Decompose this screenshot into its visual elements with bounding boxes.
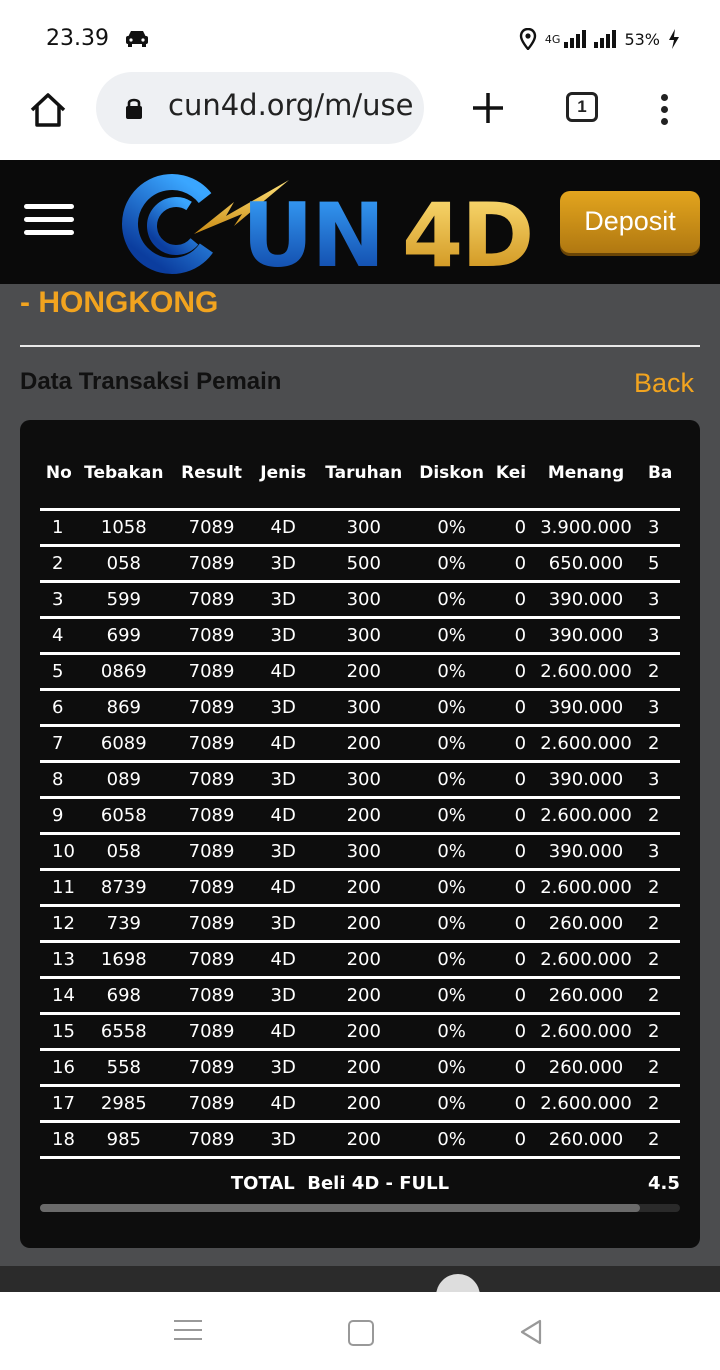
cell-result: 7089 — [170, 1086, 253, 1122]
market-title: - HONGKONG — [20, 286, 219, 319]
location-icon — [519, 28, 537, 50]
cell-diskon: 0% — [414, 978, 489, 1014]
divider — [20, 345, 700, 347]
cell-taruhan: 300 — [313, 690, 414, 726]
main-content — [0, 284, 720, 1266]
status-indicators — [519, 28, 680, 50]
status-bar — [0, 0, 720, 78]
cell-result: 7089 — [170, 546, 253, 582]
cell-kei: 0 — [489, 906, 532, 942]
cell-kei: 0 — [489, 726, 532, 762]
cell-tebakan: 599 — [78, 582, 170, 618]
nav-menu-icon[interactable] — [174, 1320, 202, 1342]
col-header-jenis[interactable]: Jenis — [253, 438, 313, 510]
table-row[interactable] — [40, 942, 680, 978]
cell-diskon: 0% — [414, 798, 489, 834]
cell-taruhan: 200 — [313, 1014, 414, 1050]
table-total-row — [40, 1158, 680, 1199]
cell-result: 7089 — [170, 798, 253, 834]
cell-ba: 2 — [640, 1050, 680, 1086]
cell-taruhan: 200 — [313, 870, 414, 906]
cell-result: 7089 — [170, 690, 253, 726]
cell-taruhan: 300 — [313, 582, 414, 618]
table-scroll-area[interactable] — [40, 438, 680, 1198]
cell-diskon: 0% — [414, 870, 489, 906]
cell-no: 5 — [40, 654, 78, 690]
cell-no: 2 — [40, 546, 78, 582]
total-label: TOTAL Beli 4D - FULL — [230, 1172, 450, 1194]
cell-ba: 2 — [640, 1086, 680, 1122]
cell-kei: 0 — [489, 654, 532, 690]
col-header-result[interactable]: Result — [170, 438, 253, 510]
col-header-ba[interactable]: Ba — [640, 438, 680, 510]
cell-ba: 3 — [640, 510, 680, 546]
cell-no: 9 — [40, 798, 78, 834]
cell-no: 18 — [40, 1122, 78, 1158]
cell-jenis: 3D — [253, 834, 313, 870]
total-value: 4.5 — [647, 1172, 680, 1194]
cell-result: 7089 — [170, 978, 253, 1014]
cell-ba: 2 — [640, 942, 680, 978]
cell-jenis: 3D — [253, 618, 313, 654]
hamburger-icon[interactable] — [24, 204, 74, 238]
deposit-button[interactable]: Deposit — [560, 191, 700, 253]
cell-menang: 650.000 — [532, 546, 640, 582]
cell-tebakan: 6558 — [78, 1014, 170, 1050]
cell-taruhan: 200 — [313, 726, 414, 762]
cell-diskon: 0% — [414, 942, 489, 978]
cell-no: 10 — [40, 834, 78, 870]
cell-ba: 5 — [640, 546, 680, 582]
cell-diskon: 0% — [414, 1014, 489, 1050]
table-row[interactable] — [40, 906, 680, 942]
cell-ba: 3 — [640, 762, 680, 798]
cell-jenis: 4D — [253, 1086, 313, 1122]
cell-ba: 2 — [640, 978, 680, 1014]
cell-tebakan: 058 — [78, 834, 170, 870]
home-icon[interactable] — [28, 90, 68, 130]
cell-diskon: 0% — [414, 618, 489, 654]
cell-no: 11 — [40, 870, 78, 906]
col-header-taruhan[interactable]: Taruhan — [313, 438, 414, 510]
section-title: Data Transaksi Pemain — [20, 368, 282, 395]
cell-jenis: 4D — [253, 798, 313, 834]
cell-ba: 2 — [640, 726, 680, 762]
cell-kei: 0 — [489, 690, 532, 726]
cell-no: 17 — [40, 1086, 78, 1122]
cell-menang: 260.000 — [532, 1122, 640, 1158]
cell-no: 13 — [40, 942, 78, 978]
cell-jenis: 3D — [253, 978, 313, 1014]
cell-diskon: 0% — [414, 906, 489, 942]
cell-jenis: 4D — [253, 942, 313, 978]
cell-diskon: 0% — [414, 1050, 489, 1086]
battery-charging-icon — [668, 29, 680, 49]
cell-tebakan: 558 — [78, 1050, 170, 1086]
table-row[interactable] — [40, 1050, 680, 1086]
tabs-icon[interactable] — [566, 92, 598, 122]
url-text[interactable]: cun4d.org/m/use — [168, 88, 414, 122]
cell-no: 6 — [40, 690, 78, 726]
cell-menang: 2.600.000 — [532, 1014, 640, 1050]
table-row[interactable] — [40, 510, 680, 546]
table-row[interactable] — [40, 654, 680, 690]
cell-tebakan: 8739 — [78, 870, 170, 906]
cell-tebakan: 698 — [78, 978, 170, 1014]
table-row[interactable] — [40, 798, 680, 834]
cell-tebakan: 739 — [78, 906, 170, 942]
table-row[interactable] — [40, 1086, 680, 1122]
cell-ba: 2 — [640, 906, 680, 942]
cell-no: 15 — [40, 1014, 78, 1050]
cell-menang: 260.000 — [532, 978, 640, 1014]
cell-no: 14 — [40, 978, 78, 1014]
site-header — [0, 160, 720, 284]
lock-icon — [124, 97, 144, 119]
nav-back-icon[interactable] — [518, 1318, 544, 1346]
cell-kei: 0 — [489, 762, 532, 798]
cell-menang: 260.000 — [532, 906, 640, 942]
cell-menang: 260.000 — [532, 1050, 640, 1086]
cell-jenis: 3D — [253, 1050, 313, 1086]
cell-result: 7089 — [170, 762, 253, 798]
cell-kei: 0 — [489, 870, 532, 906]
cell-no: 1 — [40, 510, 78, 546]
transactions-table — [40, 438, 680, 1198]
car-icon — [124, 28, 150, 48]
cell-tebakan: 1698 — [78, 942, 170, 978]
cell-diskon: 0% — [414, 1122, 489, 1158]
cell-taruhan: 200 — [313, 978, 414, 1014]
cell-tebakan: 6058 — [78, 798, 170, 834]
cell-taruhan: 200 — [313, 1086, 414, 1122]
table-row[interactable] — [40, 1122, 680, 1158]
cell-taruhan: 300 — [313, 762, 414, 798]
cell-jenis: 4D — [253, 510, 313, 546]
cell-menang: 2.600.000 — [532, 654, 640, 690]
table-header-row — [40, 438, 680, 510]
cell-taruhan: 200 — [313, 942, 414, 978]
cell-no: 3 — [40, 582, 78, 618]
cell-taruhan: 300 — [313, 618, 414, 654]
overflow-menu-icon[interactable] — [654, 90, 674, 130]
cell-jenis: 3D — [253, 906, 313, 942]
cell-kei: 0 — [489, 1050, 532, 1086]
cell-jenis: 4D — [253, 1014, 313, 1050]
cell-result: 7089 — [170, 510, 253, 546]
table-row[interactable] — [40, 690, 680, 726]
cell-taruhan: 500 — [313, 546, 414, 582]
cell-jenis: 4D — [253, 726, 313, 762]
cell-result: 7089 — [170, 906, 253, 942]
cell-taruhan: 300 — [313, 834, 414, 870]
cell-jenis: 3D — [253, 1122, 313, 1158]
cell-ba: 3 — [640, 582, 680, 618]
browser-toolbar — [0, 78, 720, 160]
cell-menang: 2.600.000 — [532, 870, 640, 906]
cell-menang: 2.600.000 — [532, 942, 640, 978]
battery-level: 53% — [624, 29, 660, 49]
cell-ba: 2 — [640, 1014, 680, 1050]
col-header-tebakan[interactable]: Tebakan — [78, 438, 170, 510]
table-row[interactable] — [40, 726, 680, 762]
cell-kei: 0 — [489, 798, 532, 834]
cell-menang: 3.900.000 — [532, 510, 640, 546]
cell-result: 7089 — [170, 618, 253, 654]
cell-diskon: 0% — [414, 510, 489, 546]
cell-jenis: 3D — [253, 690, 313, 726]
cell-kei: 0 — [489, 942, 532, 978]
address-bar[interactable] — [96, 72, 424, 144]
cell-jenis: 4D — [253, 870, 313, 906]
cell-result: 7089 — [170, 1122, 253, 1158]
cell-menang: 390.000 — [532, 690, 640, 726]
cell-tebakan: 0869 — [78, 654, 170, 690]
table-row[interactable] — [40, 1014, 680, 1050]
cell-ba: 3 — [640, 690, 680, 726]
cell-menang: 390.000 — [532, 582, 640, 618]
cell-ba: 3 — [640, 618, 680, 654]
system-nav-bar — [0, 1292, 720, 1370]
table-row[interactable] — [40, 762, 680, 798]
cell-kei: 0 — [489, 834, 532, 870]
cell-kei: 0 — [489, 546, 532, 582]
cell-diskon: 0% — [414, 582, 489, 618]
cell-jenis: 3D — [253, 762, 313, 798]
cell-diskon: 0% — [414, 690, 489, 726]
cell-no: 12 — [40, 906, 78, 942]
cell-kei: 0 — [489, 582, 532, 618]
cell-kei: 0 — [489, 1122, 532, 1158]
cell-kei: 0 — [489, 618, 532, 654]
cell-result: 7089 — [170, 726, 253, 762]
cell-result: 7089 — [170, 582, 253, 618]
cell-menang: 390.000 — [532, 762, 640, 798]
cell-ba: 3 — [640, 834, 680, 870]
col-header-menang[interactable]: Menang — [532, 438, 640, 510]
cell-taruhan: 200 — [313, 906, 414, 942]
cell-ba: 2 — [640, 870, 680, 906]
transactions-panel — [20, 420, 700, 1248]
cell-taruhan: 200 — [313, 1050, 414, 1086]
col-header-kei[interactable]: Kei — [489, 438, 532, 510]
cell-no: 8 — [40, 762, 78, 798]
cell-diskon: 0% — [414, 654, 489, 690]
cell-ba: 2 — [640, 1122, 680, 1158]
cell-jenis: 3D — [253, 582, 313, 618]
cell-result: 7089 — [170, 834, 253, 870]
cell-diskon: 0% — [414, 1086, 489, 1122]
cell-menang: 390.000 — [532, 618, 640, 654]
cell-tebakan: 699 — [78, 618, 170, 654]
cell-taruhan: 200 — [313, 654, 414, 690]
table-row[interactable] — [40, 546, 680, 582]
nav-home-icon[interactable] — [348, 1320, 374, 1346]
cell-ba: 2 — [640, 654, 680, 690]
cell-tebakan: 089 — [78, 762, 170, 798]
cell-result: 7089 — [170, 1014, 253, 1050]
plus-icon[interactable] — [468, 88, 508, 128]
site-logo[interactable] — [114, 172, 534, 276]
cell-taruhan: 300 — [313, 510, 414, 546]
cell-tebakan: 985 — [78, 1122, 170, 1158]
cell-kei: 0 — [489, 1014, 532, 1050]
cell-tebakan: 058 — [78, 546, 170, 582]
cell-menang: 2.600.000 — [532, 726, 640, 762]
svg-text:4D: 4D — [402, 184, 533, 276]
cell-result: 7089 — [170, 942, 253, 978]
cell-no: 7 — [40, 726, 78, 762]
col-header-diskon[interactable]: Diskon — [414, 438, 489, 510]
svg-text:UN: UN — [242, 184, 384, 276]
footer — [0, 1266, 720, 1292]
table-row[interactable] — [40, 582, 680, 618]
cell-tebakan: 6089 — [78, 726, 170, 762]
cell-ba: 2 — [640, 798, 680, 834]
cell-jenis: 3D — [253, 546, 313, 582]
cell-no: 16 — [40, 1050, 78, 1086]
cell-kei: 0 — [489, 510, 532, 546]
cell-diskon: 0% — [414, 762, 489, 798]
cell-kei: 0 — [489, 978, 532, 1014]
table-row[interactable] — [40, 870, 680, 906]
scrollbar-thumb[interactable] — [40, 1204, 640, 1212]
cell-diskon: 0% — [414, 834, 489, 870]
cell-jenis: 4D — [253, 654, 313, 690]
table-row[interactable] — [40, 978, 680, 1014]
cell-tebakan: 869 — [78, 690, 170, 726]
cell-result: 7089 — [170, 870, 253, 906]
cell-tebakan: 2985 — [78, 1086, 170, 1122]
table-row[interactable] — [40, 618, 680, 654]
cell-menang: 390.000 — [532, 834, 640, 870]
tab-count: 1 — [577, 97, 587, 116]
cell-tebakan: 1058 — [78, 510, 170, 546]
cell-taruhan: 200 — [313, 1122, 414, 1158]
signal-icon — [594, 30, 616, 48]
cell-no: 4 — [40, 618, 78, 654]
cell-kei: 0 — [489, 1086, 532, 1122]
cell-diskon: 0% — [414, 726, 489, 762]
horizontal-scrollbar[interactable] — [40, 1204, 680, 1212]
status-time: 23.39 — [46, 26, 109, 51]
table-row[interactable] — [40, 834, 680, 870]
network-type: 4G — [544, 32, 561, 46]
cell-result: 7089 — [170, 654, 253, 690]
cell-menang: 2.600.000 — [532, 1086, 640, 1122]
back-link[interactable]: Back — [634, 368, 695, 398]
col-header-no[interactable]: No — [40, 438, 78, 510]
cell-taruhan: 200 — [313, 798, 414, 834]
cell-diskon: 0% — [414, 546, 489, 582]
signal-icon — [564, 30, 586, 48]
cell-menang: 2.600.000 — [532, 798, 640, 834]
cell-result: 7089 — [170, 1050, 253, 1086]
